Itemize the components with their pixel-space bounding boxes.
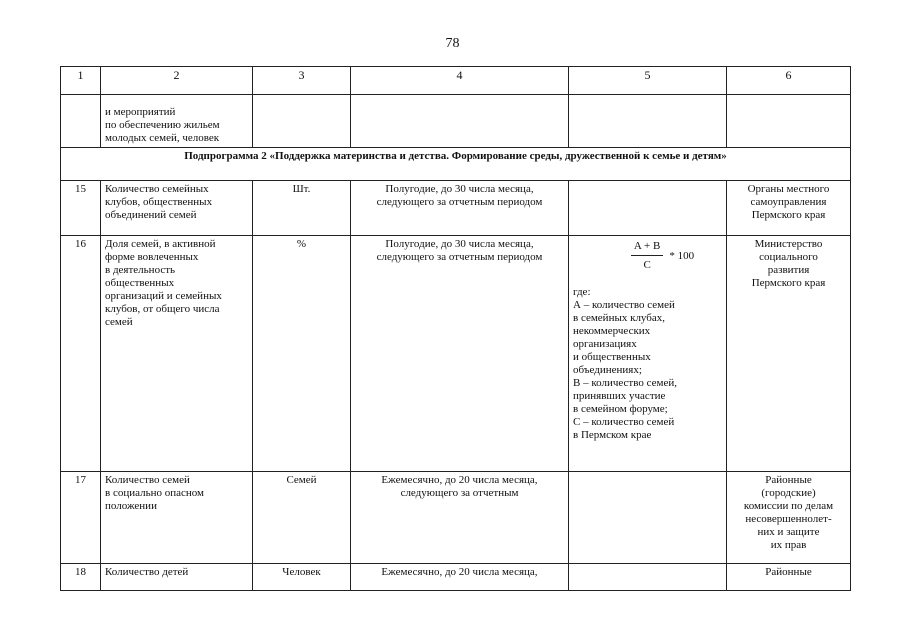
indicator-line: молодых семей, человек bbox=[105, 132, 220, 144]
column-number: 4 bbox=[351, 67, 569, 95]
subprogram-title: Подпрограмма 2 «Поддержка материнства и детства. Формирование среды, дружественной к семье и детям» bbox=[61, 148, 851, 181]
subprogram-row bbox=[61, 148, 851, 181]
indicator-cell bbox=[101, 564, 253, 591]
period-line: Полугодие, до 30 числа месяца, bbox=[385, 183, 534, 195]
responsible-line: социального bbox=[759, 251, 818, 263]
row-number: 18 bbox=[61, 564, 101, 591]
row-number: 16 bbox=[61, 236, 101, 472]
row-number-cell bbox=[61, 95, 101, 148]
indicator-line: семей bbox=[105, 316, 133, 328]
calc-cell bbox=[569, 472, 727, 564]
continuation-row bbox=[61, 95, 851, 148]
unit-cell: Человек bbox=[253, 564, 351, 591]
formula bbox=[573, 240, 722, 272]
calc-line: объединениях; bbox=[573, 364, 642, 376]
calc-line: в Пермском крае bbox=[573, 429, 652, 441]
calc-cell bbox=[569, 564, 727, 591]
indicator-line: Количество детей bbox=[105, 566, 189, 578]
responsible-line: Пермского края bbox=[751, 277, 826, 289]
unit-cell: Семей bbox=[253, 472, 351, 564]
responsible-line: (городские) bbox=[761, 487, 816, 499]
calc-line: некоммерческих bbox=[573, 325, 651, 337]
indicator-cell bbox=[101, 472, 253, 564]
responsible-cell bbox=[727, 472, 851, 564]
formula-numerator: A + B bbox=[631, 240, 663, 256]
period-line: следующего за отчетным периодом bbox=[376, 196, 543, 208]
indicator-line: по обеспечению жильем bbox=[105, 119, 220, 131]
indicator-line: и мероприятий bbox=[105, 106, 176, 118]
indicator-line: форме вовлеченных bbox=[105, 251, 199, 263]
period-cell bbox=[351, 181, 569, 236]
responsible-cell bbox=[727, 95, 851, 148]
formula-multiplier: * 100 bbox=[669, 249, 695, 262]
calc-line: принявших участие bbox=[573, 390, 666, 402]
calc-line: В – количество семей, bbox=[573, 377, 677, 389]
responsible-line: комиссии по делам bbox=[743, 500, 834, 512]
period-cell bbox=[351, 564, 569, 591]
indicator-line: Доля семей, в активной bbox=[105, 238, 216, 250]
period-line: следующего за отчетным bbox=[400, 487, 519, 499]
responsible-cell bbox=[727, 564, 851, 591]
responsible-line: них и защите bbox=[757, 526, 820, 538]
indicator-line: общественных bbox=[105, 277, 175, 289]
fraction bbox=[631, 240, 663, 272]
indicator-line: положении bbox=[105, 500, 157, 512]
responsible-cell bbox=[727, 181, 851, 236]
indicator-line: клубов, общественных bbox=[105, 196, 213, 208]
calc-line: С – количество семей bbox=[573, 416, 675, 428]
responsible-line: Министерство bbox=[754, 238, 823, 250]
indicators-table bbox=[60, 66, 851, 591]
column-number: 1 bbox=[61, 67, 101, 95]
calc-cell bbox=[569, 181, 727, 236]
indicator-line: объединений семей bbox=[105, 209, 197, 221]
responsible-line: Органы местного bbox=[747, 183, 830, 195]
responsible-line: несовершеннолет- bbox=[745, 513, 832, 525]
responsible-line: их прав bbox=[770, 539, 807, 551]
unit-cell bbox=[253, 95, 351, 148]
indicator-line: Количество семейных bbox=[105, 183, 209, 195]
calc-line: и общественных bbox=[573, 351, 651, 363]
column-number-row bbox=[61, 67, 851, 95]
calc-line: в семейных клубах, bbox=[573, 312, 666, 324]
column-number: 3 bbox=[253, 67, 351, 95]
row-number: 17 bbox=[61, 472, 101, 564]
column-number: 6 bbox=[727, 67, 851, 95]
indicator-line: организаций и семейных bbox=[105, 290, 222, 302]
calc-line: где: bbox=[573, 286, 591, 298]
period-line: Ежемесячно, до 20 числа месяца, bbox=[381, 474, 538, 486]
page-number: 78 bbox=[445, 36, 460, 51]
unit-cell: Шт. bbox=[253, 181, 351, 236]
indicator-cell bbox=[101, 181, 253, 236]
period-line: Ежемесячно, до 20 числа месяца, bbox=[381, 566, 538, 578]
period-line: следующего за отчетным периодом bbox=[376, 251, 543, 263]
calc-line: в семейном форуме; bbox=[573, 403, 668, 415]
table-row bbox=[61, 564, 851, 591]
calc-cell bbox=[569, 95, 727, 148]
responsible-line: развития bbox=[767, 264, 810, 276]
calc-cell bbox=[569, 236, 727, 472]
indicator-line: в деятельность bbox=[105, 264, 176, 276]
period-line: Полугодие, до 30 числа месяца, bbox=[385, 238, 534, 250]
unit-cell: % bbox=[253, 236, 351, 472]
row-number: 15 bbox=[61, 181, 101, 236]
responsible-cell bbox=[727, 236, 851, 472]
column-number: 5 bbox=[569, 67, 727, 95]
table-row bbox=[61, 181, 851, 236]
responsible-line: самоуправления bbox=[750, 196, 827, 208]
indicator-line: в социально опасном bbox=[105, 487, 205, 499]
table-row bbox=[61, 236, 851, 472]
table-row bbox=[61, 472, 851, 564]
indicator-cell bbox=[101, 95, 253, 148]
period-cell bbox=[351, 95, 569, 148]
column-number: 2 bbox=[101, 67, 253, 95]
indicator-cell bbox=[101, 236, 253, 472]
responsible-line: Районные bbox=[765, 566, 812, 578]
responsible-line: Районные bbox=[765, 474, 812, 486]
period-cell bbox=[351, 472, 569, 564]
calc-line: организациях bbox=[573, 338, 637, 350]
formula-denominator: C bbox=[643, 259, 651, 271]
period-cell bbox=[351, 236, 569, 472]
indicator-line: Количество семей bbox=[105, 474, 190, 486]
indicator-line: клубов, от общего числа bbox=[105, 303, 220, 315]
calc-line: А – количество семей bbox=[573, 299, 675, 311]
responsible-line: Пермского края bbox=[751, 209, 826, 221]
